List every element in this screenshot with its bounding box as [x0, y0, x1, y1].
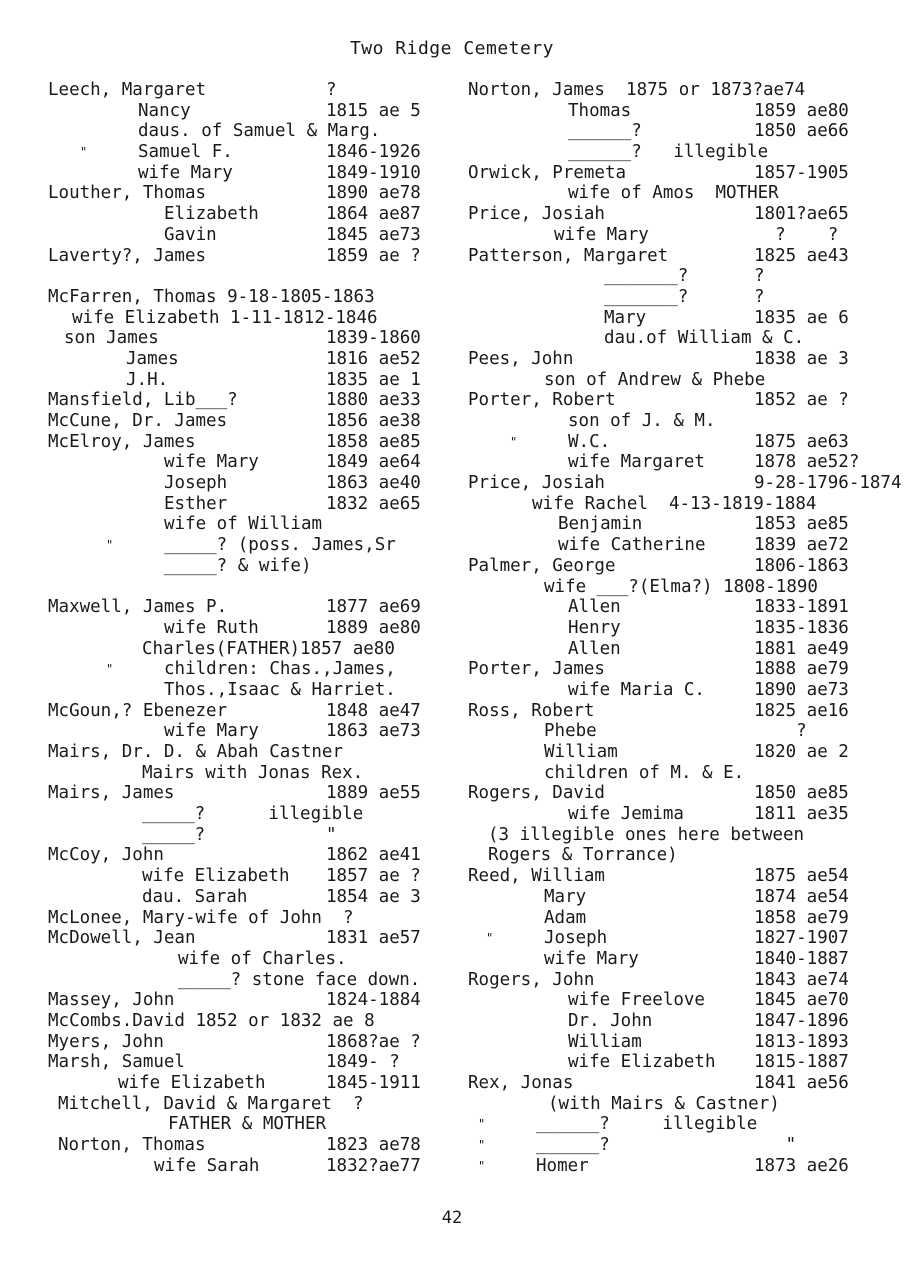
entry-name: wife Elizabeth — [118, 1073, 266, 1093]
entry-line — [48, 328, 458, 349]
entry-line — [468, 783, 888, 804]
entry-name: wife of Charles. — [178, 948, 347, 969]
entry-date: 1825 ae16 — [754, 700, 849, 721]
entry-date: 1880 ae33 — [326, 390, 421, 411]
entry-name: wife Elizabeth — [142, 866, 290, 887]
entry-name: McElroy, James — [48, 431, 196, 452]
entry-line — [468, 1032, 888, 1053]
entry-line — [468, 659, 888, 680]
entry-name: Dr. John — [568, 1010, 653, 1031]
entry-name: ______? — [568, 121, 642, 142]
entry-name: son James — [64, 328, 159, 349]
entry-line — [48, 887, 458, 908]
entry-line — [468, 680, 888, 701]
entry-name: Myers, John — [48, 1031, 164, 1052]
entry-line — [468, 473, 902, 494]
entry-name: Ross, Robert — [468, 700, 595, 721]
entry-date: " — [754, 1135, 797, 1156]
entry-name: Reed, William — [468, 866, 605, 887]
entry-line — [48, 535, 458, 556]
entry-line — [468, 204, 888, 225]
entry-line — [48, 1011, 458, 1032]
entry-line — [48, 1073, 458, 1094]
entry-line — [468, 101, 888, 122]
page-title: Two Ridge Cemetery — [349, 38, 555, 59]
entry-line — [48, 494, 458, 515]
entry-line — [48, 390, 458, 411]
entry-name: Rogers, John — [468, 969, 595, 990]
entry-name: McGoun,? Ebenezer — [48, 700, 228, 721]
entry-line — [468, 742, 888, 763]
entry-name: McCoy, John — [48, 845, 164, 866]
entry-line — [468, 452, 888, 473]
entry-date: 1888 ae79 — [754, 659, 849, 680]
entry-date: 1848 ae47 — [326, 700, 421, 721]
entry-date: 1856 ae38 — [326, 411, 421, 431]
entry-line — [48, 556, 458, 577]
entry-line — [48, 183, 458, 204]
entry-line — [468, 1156, 888, 1177]
entry-line — [468, 225, 888, 246]
entry-name: wife Margaret — [568, 452, 705, 473]
entry-name: Rex, Jonas — [468, 1073, 574, 1093]
entry-line — [48, 473, 458, 494]
entry-line — [48, 308, 458, 329]
entry-date: 1874 ae54 — [754, 886, 849, 907]
entry-date: 1847-1896 — [754, 1010, 849, 1031]
entry-name: Laverty?, James — [48, 245, 207, 266]
entry-date: 1875 ae54 — [754, 866, 849, 887]
entry-name: James — [126, 348, 179, 369]
entry-date: 1873 ae26 — [754, 1155, 849, 1176]
entry-line — [48, 246, 458, 267]
entry-name: wife Elizabeth 1-11-1812-1846 — [72, 307, 378, 328]
entry-date: 1881 ae49 — [754, 638, 849, 659]
entry-name: Elizabeth — [164, 204, 259, 225]
entry-date: 1839 ae72 — [754, 535, 849, 556]
entry-name: ______? — [536, 1135, 610, 1156]
entry-line — [48, 204, 458, 225]
entry-line — [468, 1011, 888, 1032]
entry-name: Massey, John — [48, 990, 175, 1011]
entry-name: Maxwell, James P. — [48, 597, 228, 618]
entry-date: 1838 ae 3 — [754, 348, 849, 369]
entry-line — [48, 970, 458, 991]
entry-line — [468, 80, 888, 101]
entry-line — [468, 908, 888, 929]
entry-name: Marsh, Samuel — [48, 1052, 185, 1073]
entry-line — [48, 432, 458, 453]
entry-line — [468, 163, 888, 184]
entry-line — [48, 908, 458, 929]
entry-name: Esther — [164, 493, 228, 514]
entry-date: 1815 ae 5 — [326, 100, 421, 121]
entry-name: Porter, Robert — [468, 390, 616, 411]
right-column — [468, 80, 902, 1176]
entry-line — [48, 825, 458, 846]
entry-date: 1835-1836 — [754, 617, 849, 638]
entry-line — [468, 928, 888, 949]
entry-line — [468, 1052, 888, 1073]
ditto-mark: " — [106, 538, 114, 553]
entry-name: Orwick, Premeta — [468, 162, 627, 183]
entry-date: ? ? — [754, 224, 839, 245]
entry-line — [48, 721, 458, 742]
entry-line — [468, 597, 888, 618]
ditto-mark: " — [510, 434, 518, 449]
entry-date: 1889 ae55 — [326, 783, 421, 804]
left-column — [48, 80, 458, 1176]
entry-name: children: Chas.,James, — [164, 659, 396, 680]
entry-name: Leech, Margaret — [48, 80, 207, 100]
entry-line — [468, 142, 888, 163]
entry-name: Norton, James 1875 or 1873?ae74 — [468, 80, 806, 100]
entry-name: Palmer, George — [468, 555, 616, 576]
entry-line — [468, 287, 888, 308]
entry-name: Mary — [604, 307, 647, 328]
entry-line — [48, 845, 458, 866]
entry-line — [468, 556, 888, 577]
entry-date: 1835 ae 1 — [326, 369, 421, 390]
entry-name: McLonee, Mary-wife of John ? — [48, 907, 354, 928]
entry-line — [468, 1094, 888, 1115]
entry-date: 1846-1926 — [326, 142, 421, 163]
entry-line — [468, 1135, 888, 1156]
entry-line — [468, 494, 888, 515]
entry-line — [48, 1114, 458, 1135]
entry-line — [468, 1073, 888, 1094]
entry-date: 1840-1887 — [754, 948, 849, 969]
entry-name: daus. of Samuel & Marg. — [138, 121, 381, 142]
entry-name: son of J. & M. — [568, 411, 716, 431]
entry-line — [48, 121, 458, 142]
entry-name: Henry — [568, 617, 621, 638]
entry-line — [48, 577, 458, 598]
entry-date: 1813-1893 — [754, 1031, 849, 1052]
entry-line — [468, 618, 888, 639]
entry-date: 1852 ae ? — [754, 390, 849, 411]
entry-name: Homer — [536, 1155, 589, 1176]
ditto-mark: " — [478, 1117, 486, 1132]
entry-name: Gavin — [164, 224, 217, 245]
entry-name: Pees, John — [468, 348, 574, 369]
entry-name: Thos.,Isaac & Harriet. — [164, 679, 396, 700]
entry-name: _______? — [604, 286, 689, 307]
entry-line — [468, 246, 888, 267]
entry-date: 1811 ae35 — [754, 804, 849, 825]
entry-date: 1832 ae65 — [326, 493, 421, 514]
entry-line — [48, 618, 458, 639]
entry-line — [468, 183, 888, 204]
entry-name: Price, Josiah — [468, 204, 605, 225]
entry-line — [468, 763, 888, 784]
entry-date: 9-28-1796-1874 — [754, 473, 902, 494]
entry-date: 1850 ae85 — [754, 783, 849, 804]
entry-name: Benjamin — [558, 514, 643, 535]
entry-date: 1849- ? — [326, 1052, 400, 1073]
entry-line — [48, 266, 458, 287]
entry-line — [468, 370, 888, 391]
entry-date: 1858 ae85 — [326, 431, 421, 452]
entry-name: Nancy — [138, 100, 191, 121]
entry-line — [48, 370, 458, 391]
entry-name: Norton, Thomas — [58, 1135, 206, 1156]
entry-name: McDowell, Jean — [48, 928, 196, 949]
entry-name: children of M. & E. — [544, 762, 745, 783]
entry-date: 1824-1884 — [326, 990, 421, 1011]
entry-name: Mairs, Dr. D. & Abah Castner — [48, 742, 344, 762]
ditto-mark: " — [478, 1138, 486, 1153]
entry-name: Patterson, Margaret — [468, 245, 669, 266]
entry-name: son of Andrew & Phebe — [544, 369, 766, 390]
entry-name: dau.of William & C. — [604, 328, 805, 349]
entry-line — [468, 308, 888, 329]
entry-name: _____? illegible — [142, 804, 364, 825]
entry-name: (with Mairs & Castner) — [548, 1093, 780, 1114]
entry-name: wife Mary — [164, 721, 259, 742]
entry-line — [48, 742, 458, 763]
entry-line — [48, 701, 458, 722]
entry-date: 1877 ae69 — [326, 597, 421, 618]
entry-name: _______? — [604, 266, 689, 287]
entry-name: Mairs with Jonas Rex. — [142, 762, 364, 783]
entry-line — [48, 639, 458, 660]
entry-line — [468, 845, 888, 866]
entry-line — [468, 639, 888, 660]
entry-date: 1816 ae52 — [326, 348, 421, 369]
entry-line — [468, 970, 888, 991]
entry-name: Charles(FATHER)1857 ae80 — [142, 638, 395, 659]
entry-line — [48, 225, 458, 246]
entry-line — [468, 390, 888, 411]
entry-line — [468, 121, 888, 142]
entry-name: ______? illegible — [568, 142, 769, 163]
entry-line — [468, 328, 888, 349]
entry-name: wife of Amos MOTHER — [568, 183, 779, 204]
entry-name: Thomas — [568, 100, 632, 121]
entry-line — [48, 1135, 458, 1156]
entry-name: Joseph — [544, 928, 608, 949]
entry-name: ______? illegible — [536, 1114, 758, 1135]
entry-line — [48, 1052, 458, 1073]
entry-date: 1863 ae40 — [326, 473, 421, 494]
entry-date: 1833-1891 — [754, 597, 849, 618]
entry-name: _____? — [142, 824, 206, 845]
entry-name: wife Mary — [164, 452, 259, 473]
entry-date: 1850 ae66 — [754, 121, 849, 142]
entry-date: 1858 ae79 — [754, 907, 849, 928]
entry-date: 1839-1860 — [326, 328, 421, 349]
entry-line — [48, 866, 458, 887]
entry-date: 1857 ae ? — [326, 866, 421, 887]
entry-line — [48, 349, 458, 370]
entry-line — [48, 1156, 458, 1177]
entry-date: 1845-1911 — [326, 1073, 421, 1093]
entry-line — [48, 142, 458, 163]
entry-name: Mary — [544, 886, 587, 907]
entry-name: McCombs.David 1852 or 1832 ae 8 — [48, 1010, 375, 1031]
entry-line — [468, 535, 888, 556]
entry-name: Price, Josiah — [468, 473, 605, 494]
entry-line — [468, 825, 888, 846]
entry-date: 1832?ae77 — [326, 1155, 421, 1176]
entry-line — [48, 990, 458, 1011]
entry-date: 1878 ae52? — [754, 452, 860, 473]
entry-name: wife Jemima — [568, 804, 684, 825]
entry-date: 1864 ae87 — [326, 204, 421, 225]
entry-date: 1825 ae43 — [754, 245, 849, 266]
entry-line — [48, 949, 458, 970]
entry-date: 1845 ae73 — [326, 224, 421, 245]
ditto-mark: " — [478, 1158, 486, 1173]
entry-name: (3 illegible ones here between — [488, 824, 805, 845]
entry-date: 1827-1907 — [754, 928, 849, 949]
entry-name: J.H. — [126, 369, 169, 390]
entry-line — [468, 804, 888, 825]
entry-name: Porter, James — [468, 659, 605, 680]
entry-date: 1859 ae80 — [754, 100, 849, 121]
entry-name: wife Catherine — [558, 535, 706, 556]
entry-name: wife Rachel 4-13-1819-1884 — [532, 493, 817, 514]
entry-line — [468, 866, 888, 887]
entry-name: wife Sarah — [154, 1155, 260, 1176]
entry-line — [48, 928, 458, 949]
entry-name: Allen — [568, 638, 621, 659]
entry-date: 1890 ae78 — [326, 183, 421, 204]
entry-date: ? — [326, 80, 337, 100]
entry-date: ? — [754, 266, 765, 287]
entry-line — [48, 597, 458, 618]
entry-line — [468, 577, 888, 598]
entry-line — [48, 101, 458, 122]
entry-line — [48, 1032, 458, 1053]
entry-name: _____? & wife) — [164, 555, 312, 576]
entry-line — [48, 452, 458, 473]
entry-name: Phebe — [544, 721, 597, 742]
entry-name: wife Maria C. — [568, 679, 705, 700]
entry-line — [48, 514, 458, 535]
entry-name: McFarren, Thomas 9-18-1805-1863 — [48, 286, 375, 307]
entry-line — [48, 659, 458, 680]
entry-name: wife Ruth — [164, 617, 259, 638]
entry-name: Rogers, David — [468, 783, 605, 804]
entry-date: " — [326, 824, 337, 845]
entry-date: 1862 ae41 — [326, 845, 421, 866]
entry-name: McCune, Dr. James — [48, 411, 228, 431]
entry-line — [468, 990, 888, 1011]
entry-line — [48, 783, 458, 804]
entry-line — [48, 680, 458, 701]
entry-date: 1849-1910 — [326, 162, 421, 183]
entry-date: 1863 ae73 — [326, 721, 421, 742]
entry-line — [468, 432, 888, 453]
entry-line — [468, 949, 888, 970]
entry-line — [48, 804, 458, 825]
entry-date: 1854 ae 3 — [326, 886, 421, 907]
entry-line — [468, 514, 888, 535]
entry-line — [468, 349, 888, 370]
entry-date: ? — [754, 286, 765, 307]
entry-name: wife ___?(Elma?) 1808-1890 — [544, 576, 818, 597]
entry-date: 1868?ae ? — [326, 1031, 421, 1052]
entry-name: Mitchell, David & Margaret ? — [58, 1093, 364, 1114]
entry-date: 1815-1887 — [754, 1052, 849, 1073]
entry-line — [48, 80, 458, 101]
entry-line — [48, 163, 458, 184]
entry-date: 1806-1863 — [754, 555, 849, 576]
entry-name: Mairs, James — [48, 783, 175, 804]
entry-date: 1823 ae78 — [326, 1135, 421, 1156]
entry-date: 1849 ae64 — [326, 452, 421, 473]
entry-name: _____? stone face down. — [178, 969, 421, 990]
entry-name: Adam — [544, 907, 587, 928]
entry-line — [468, 266, 888, 287]
entry-line — [48, 411, 458, 432]
entry-date: 1890 ae73 — [754, 679, 849, 700]
entry-line — [468, 411, 888, 432]
entry-name: Joseph — [164, 473, 228, 494]
entry-date: 1859 ae ? — [326, 245, 421, 266]
entry-line — [48, 763, 458, 784]
page-number: 42 — [441, 1208, 463, 1228]
entry-date: 1845 ae70 — [754, 990, 849, 1011]
entry-date: 1801?ae65 — [754, 204, 849, 225]
entry-line — [468, 721, 888, 742]
entry-name: Samuel F. — [138, 142, 233, 163]
entry-date: 1889 ae80 — [326, 617, 421, 638]
entry-name: William — [544, 742, 618, 762]
entry-name: Mansfield, Lib___? — [48, 390, 238, 411]
entry-line — [48, 287, 458, 308]
entry-name: Allen — [568, 597, 621, 618]
entry-line — [468, 887, 888, 908]
entry-name: William — [568, 1031, 642, 1052]
entry-line — [468, 1114, 888, 1135]
entry-date: 1841 ae56 — [754, 1073, 849, 1093]
entry-name: dau. Sarah — [142, 886, 248, 907]
entry-date: 1835 ae 6 — [754, 307, 849, 328]
entry-name: wife Elizabeth — [568, 1052, 716, 1073]
entry-name: wife Mary — [544, 948, 639, 969]
entry-name: wife Mary — [554, 224, 649, 245]
ditto-mark: " — [106, 662, 114, 677]
ditto-mark: " — [80, 145, 88, 160]
ditto-mark: " — [486, 931, 494, 946]
entry-date: 1831 ae57 — [326, 928, 421, 949]
entry-name: wife of William — [164, 514, 323, 535]
entry-date: 1853 ae85 — [754, 514, 849, 535]
entry-line — [48, 1094, 458, 1115]
entry-date: 1857-1905 — [754, 162, 849, 183]
entry-date: 1875 ae63 — [754, 431, 849, 452]
entry-name: Rogers & Torrance) — [488, 845, 678, 866]
entry-name: W.C. — [568, 431, 611, 452]
entry-date: 1843 ae74 — [754, 969, 849, 990]
entry-line — [468, 701, 888, 722]
entry-name: _____? (poss. James,Sr — [164, 535, 396, 556]
entry-name: wife Freelove — [568, 990, 705, 1011]
entry-name: Louther, Thomas — [48, 183, 207, 204]
entry-name: wife Mary — [138, 162, 233, 183]
entry-date: ? — [754, 721, 807, 742]
entry-date: 1820 ae 2 — [754, 742, 849, 762]
entry-name: FATHER & MOTHER — [168, 1114, 327, 1135]
